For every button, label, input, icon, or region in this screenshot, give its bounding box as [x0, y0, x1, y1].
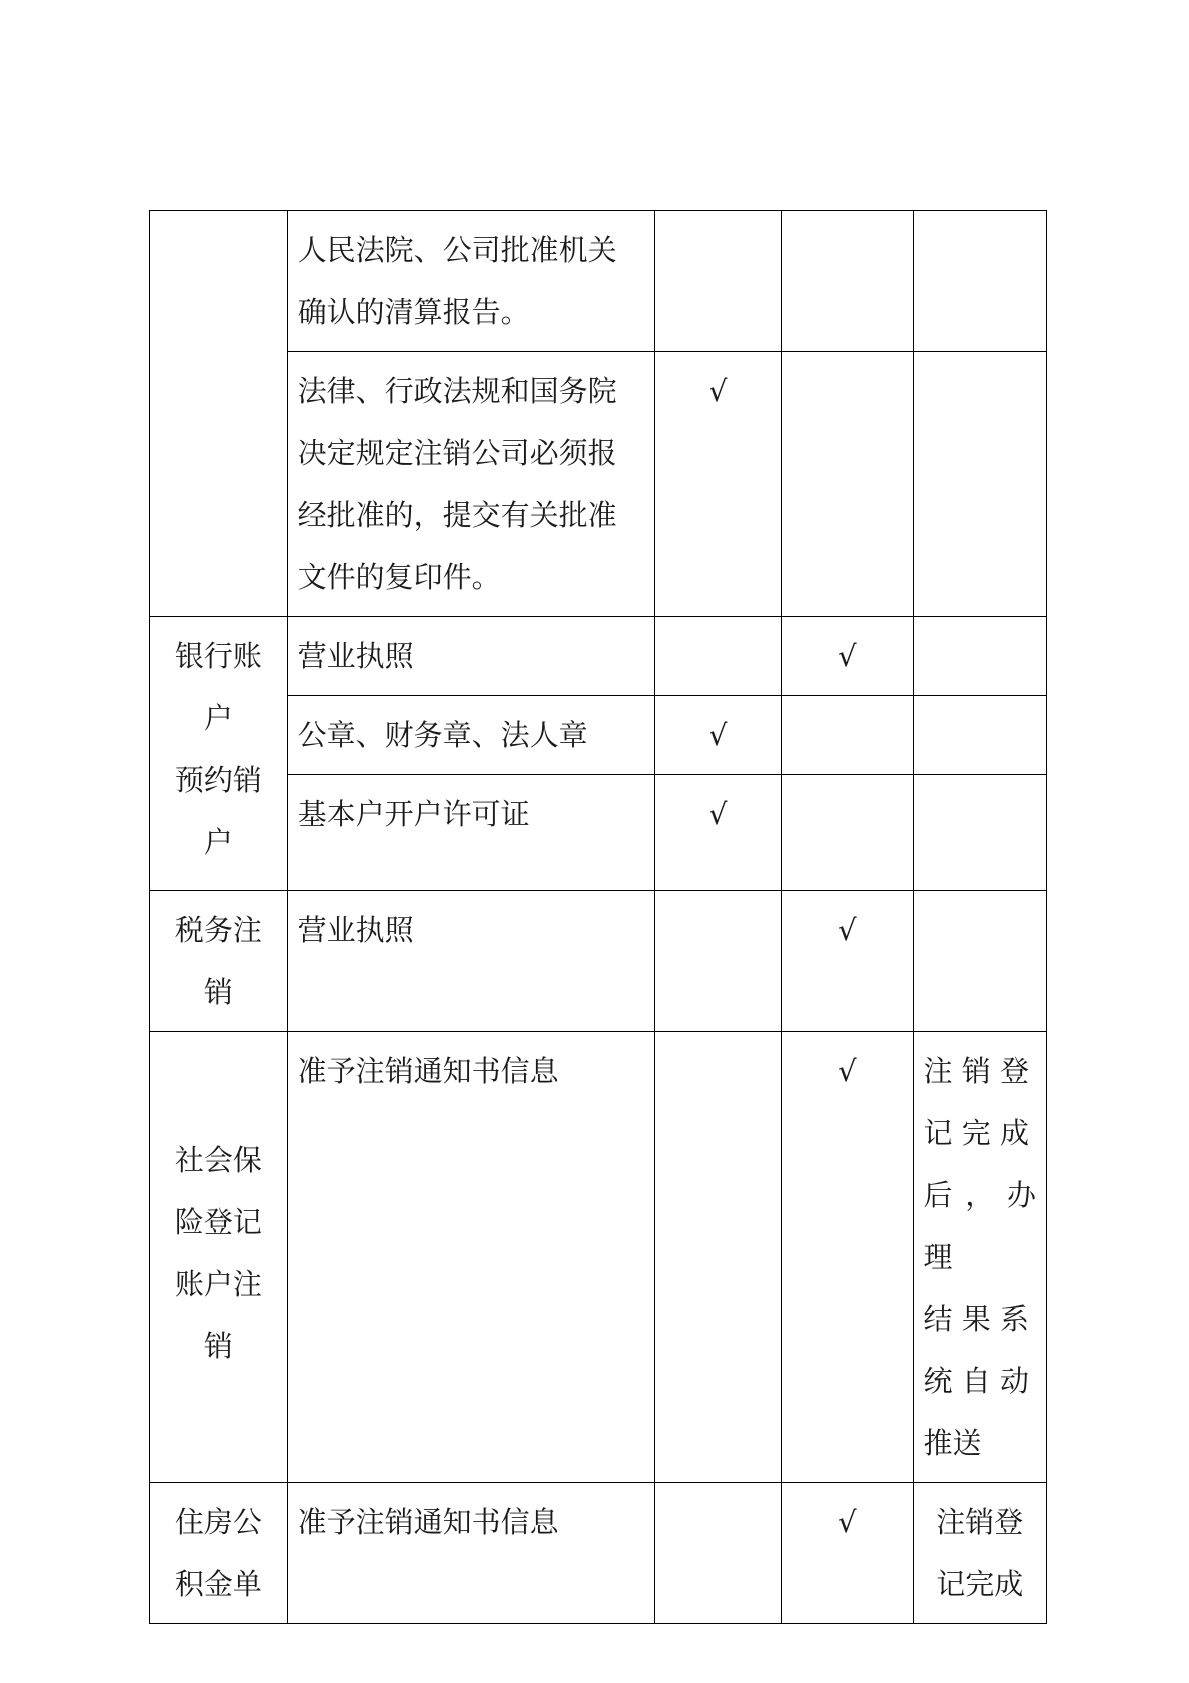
note-line: 记完成: [936, 1567, 1024, 1601]
note-line: 结 果 系: [923, 1302, 1029, 1336]
note-cell: [913, 1483, 1046, 1624]
check-col2: √: [782, 1032, 913, 1483]
category-line: 预约销: [174, 763, 262, 797]
check-col2: √: [782, 617, 913, 696]
category-line: 销: [203, 1329, 233, 1363]
category-line: 银行账: [174, 639, 262, 673]
check-col1: [655, 1483, 782, 1624]
note-line: 推送: [923, 1426, 982, 1460]
table-row: [150, 1483, 1047, 1624]
item-cell: 准予注销通知书信息: [287, 1032, 654, 1483]
check-col1: √: [655, 696, 782, 775]
note-line: 后，办理: [923, 1178, 1036, 1274]
category-line: 税务注: [174, 913, 262, 947]
note-cell: [913, 696, 1046, 775]
check-col2: [782, 696, 913, 775]
category-line: 住房公: [174, 1505, 262, 1539]
check-col2: [782, 352, 913, 617]
note-cell: [913, 775, 1046, 891]
note-cell: [913, 211, 1046, 352]
category-line: 账户注: [174, 1267, 262, 1301]
table-row: [150, 1032, 1047, 1483]
item-cell: 基本户开户许可证: [287, 775, 654, 891]
category-cell-bank: [150, 617, 288, 891]
check-col1: √: [655, 775, 782, 891]
category-cell-tax: [150, 891, 288, 1032]
category-line: 户: [203, 825, 233, 859]
note-cell: [913, 1032, 1046, 1483]
category-cell-social: [150, 1032, 288, 1483]
table-row: [150, 891, 1047, 1032]
check-col1: √: [655, 352, 782, 617]
check-col2: [782, 775, 913, 891]
check-col2: √: [782, 1483, 913, 1624]
category-cell-housing: [150, 1483, 288, 1624]
item-cell: 法律、行政法规和国务院决定规定注销公司必须报经批准的，提交有关批准文件的复印件。: [287, 352, 654, 617]
check-col1: [655, 891, 782, 1032]
check-col1: [655, 617, 782, 696]
category-line: 销: [203, 975, 233, 1009]
category-line: 险登记: [174, 1205, 262, 1239]
item-cell: 营业执照: [287, 891, 654, 1032]
note-line: 统 自 动: [923, 1364, 1029, 1398]
check-col2: [782, 211, 913, 352]
item-cell: 人民法院、公司批准机关确认的清算报告。: [287, 211, 654, 352]
category-line: 社会保: [174, 1143, 262, 1177]
table-row: [150, 617, 1047, 696]
note-line: 注销登: [936, 1505, 1024, 1539]
category-line: 积金单: [174, 1567, 262, 1601]
category-line: 户: [203, 701, 233, 735]
check-col1: [655, 211, 782, 352]
category-cell: [150, 211, 288, 617]
item-cell: 公章、财务章、法人章: [287, 696, 654, 775]
note-line: 记 完 成: [923, 1116, 1029, 1150]
item-cell: 营业执照: [287, 617, 654, 696]
item-cell: 准予注销通知书信息: [287, 1483, 654, 1624]
table-row: [150, 211, 1047, 352]
note-cell: [913, 352, 1046, 617]
requirements-table: [149, 210, 1047, 1624]
check-col2: √: [782, 891, 913, 1032]
check-col1: [655, 1032, 782, 1483]
note-line: 注 销 登: [923, 1054, 1029, 1088]
note-cell: [913, 617, 1046, 696]
note-cell: [913, 891, 1046, 1032]
